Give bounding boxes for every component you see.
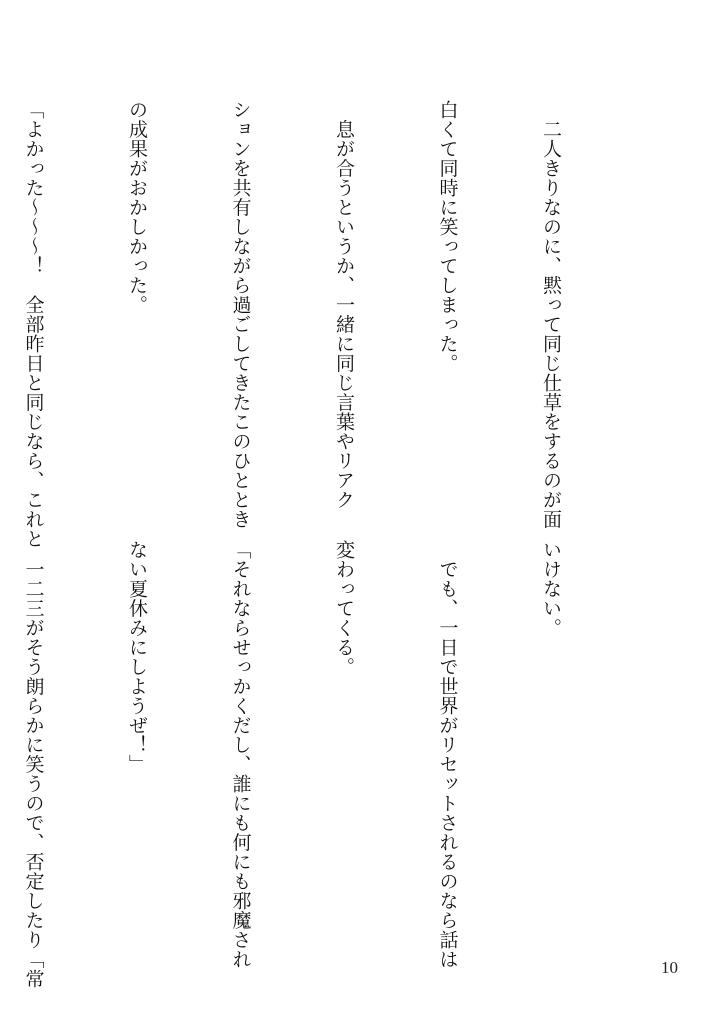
text-line: 二人きりなのに、黙って同じ仕草をするのが面 (540, 100, 562, 529)
text-line: でも、一日で世界がリセットされるのなら話は (436, 540, 459, 969)
text-line: ない夏休みにしようぜ！」 (126, 540, 148, 774)
text-line: 息が合うというか、一緒に同じ言葉やリアク (333, 100, 355, 510)
text-line: いけない。 (540, 540, 562, 638)
text-line: 白くて同時に笑ってしまった。 (436, 100, 459, 373)
text-line: 一二三がそう朗らかに笑うので、否定したり「常 (22, 540, 45, 989)
text-line: の成果がおかしかった。 (126, 100, 148, 315)
upper-text-block (22, 100, 637, 549)
text-line: 「それならせっかくだし、誰にも何にも邪魔され (229, 540, 252, 969)
text-line: ションを共有しながら過ごしてきたこのひととき (229, 100, 252, 529)
lower-text-block (22, 540, 637, 989)
page-number: 10 (661, 958, 678, 977)
text-line: 「よかった～～～！ 全部昨日と同じなら、これと (22, 100, 45, 549)
text-line: 変わってくる。 (333, 540, 355, 677)
